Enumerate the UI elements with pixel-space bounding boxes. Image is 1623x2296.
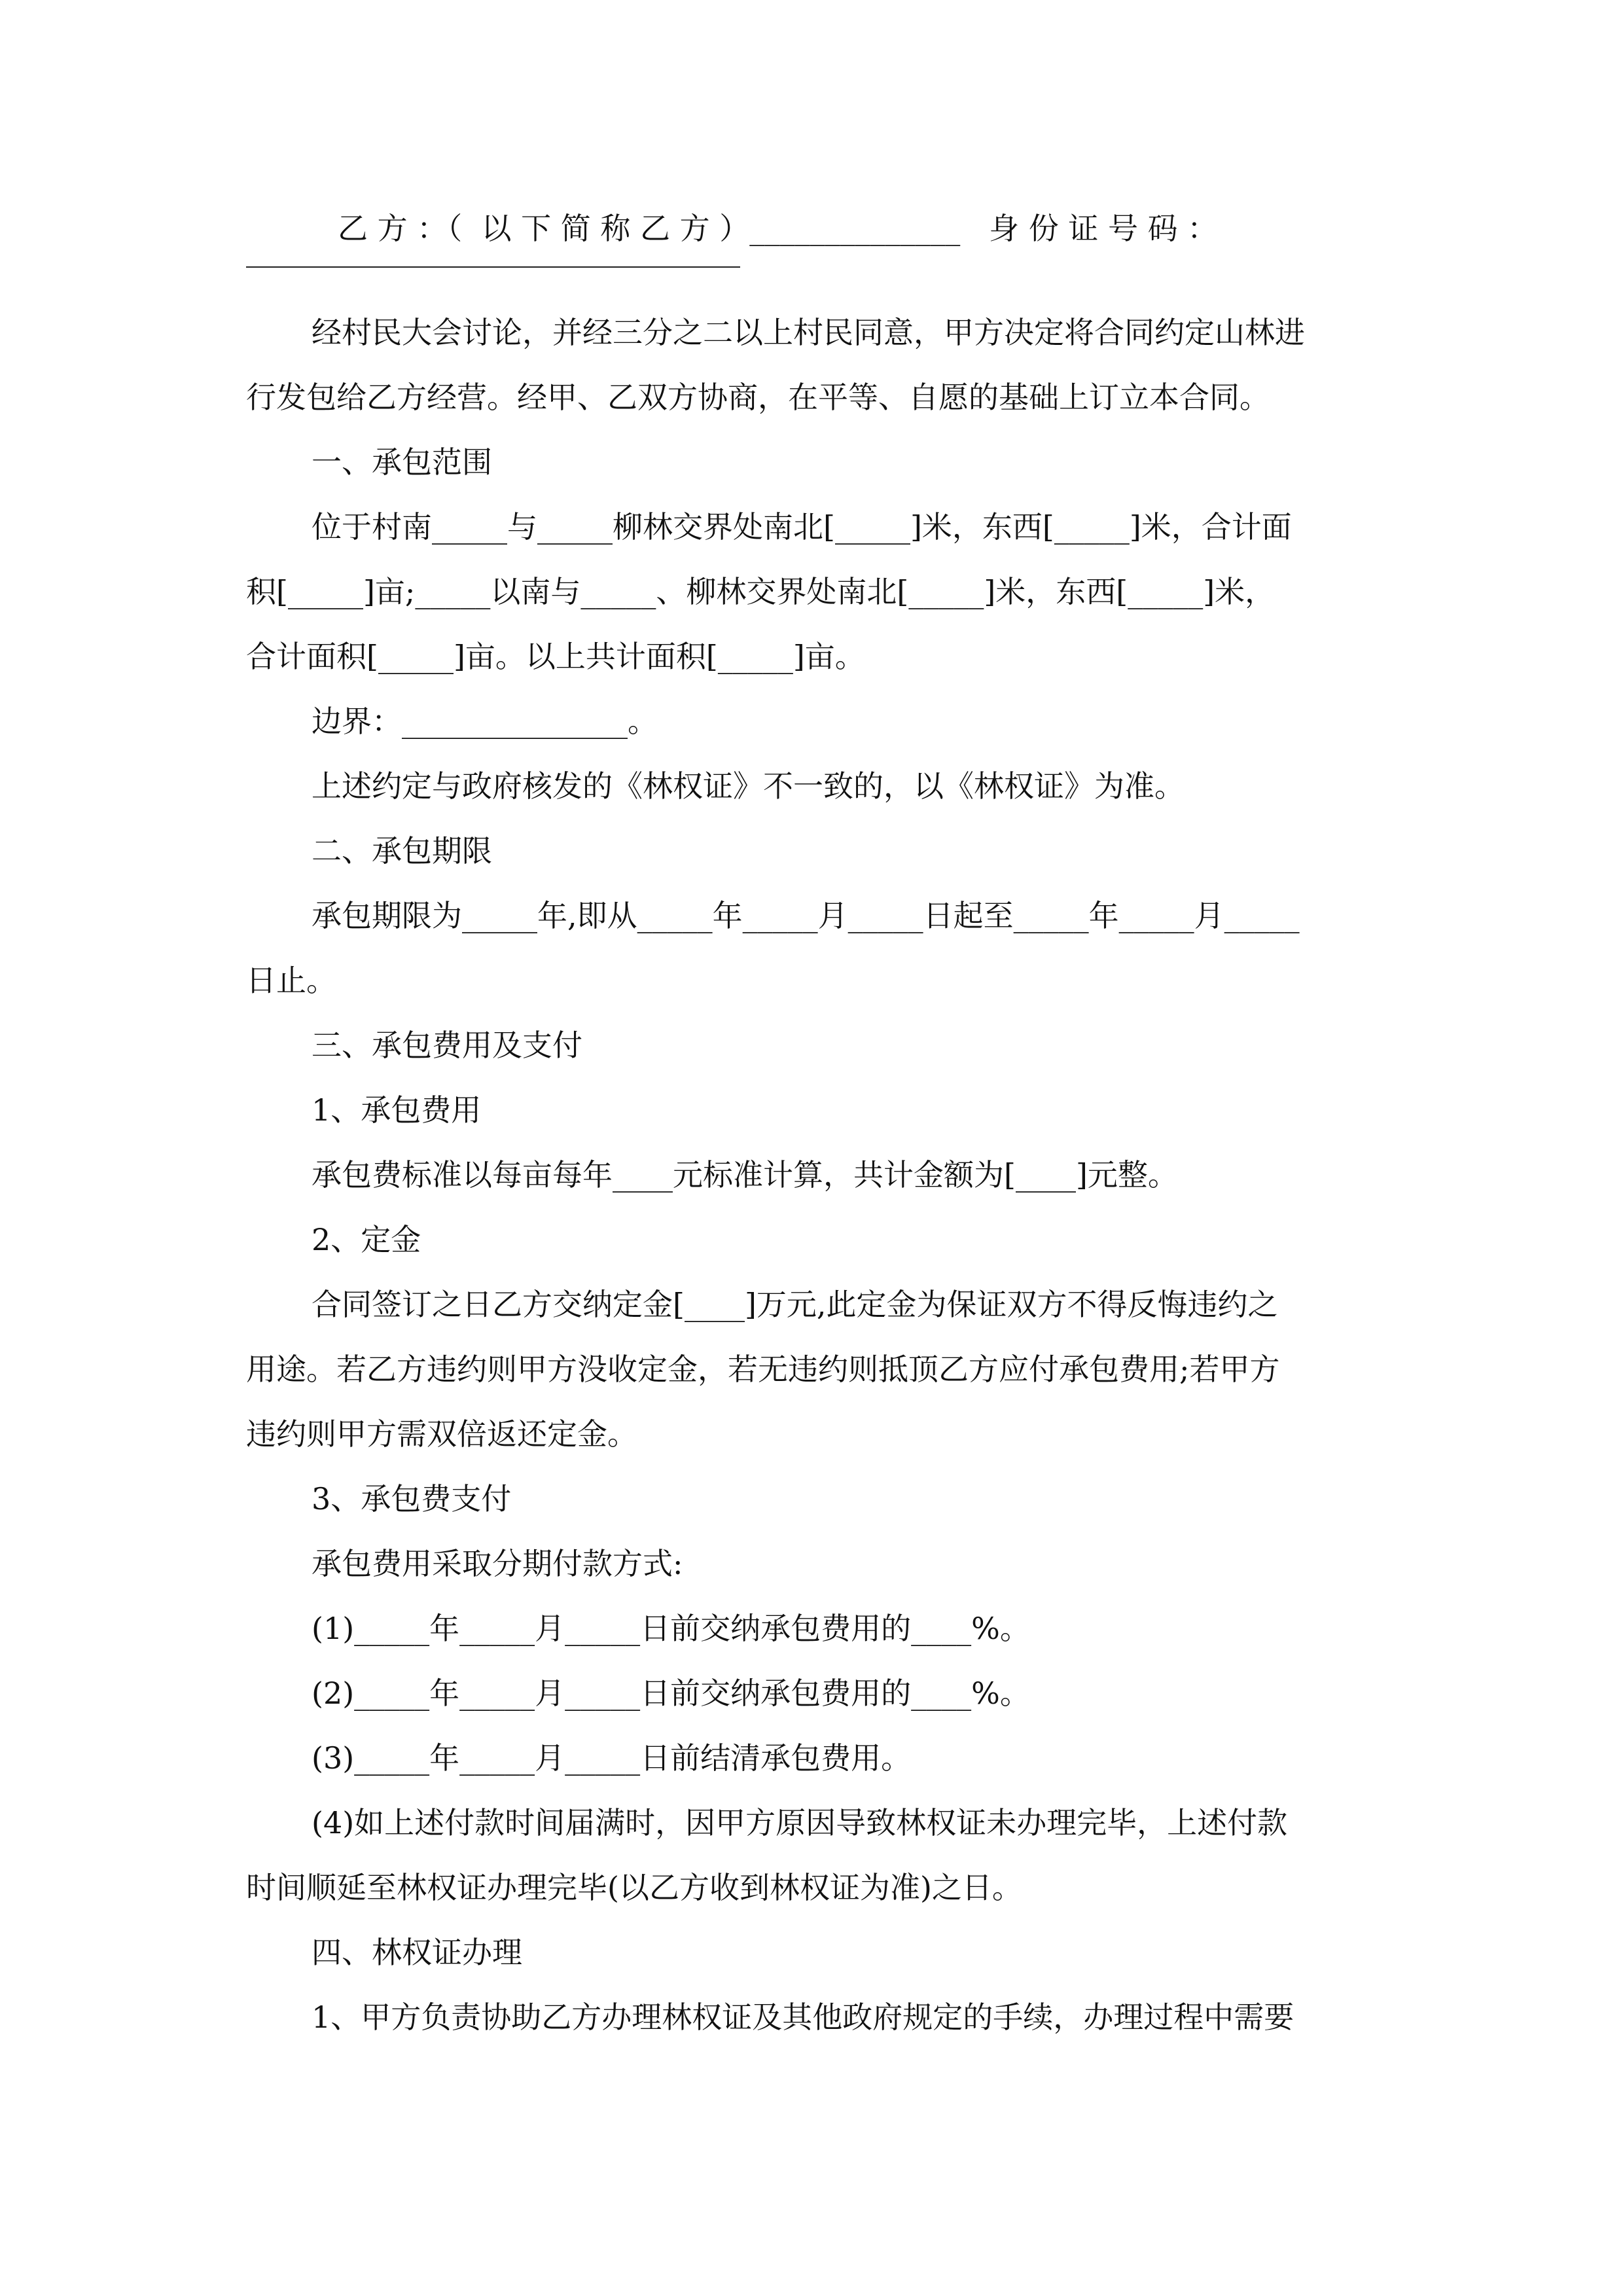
paragraph-line: 行发包给乙方经营。经甲、乙双方协商，在平等、自愿的基础上订立本合同。 xyxy=(246,380,1270,415)
list-item: (3)_____年_____月_____日前结清承包费用。 xyxy=(312,1740,912,1776)
paragraph-line: 承包费用采取分期付款方式: xyxy=(312,1546,683,1581)
contract-body xyxy=(246,300,1398,2050)
paragraph-line: 时间顺延至林权证办理完毕(以乙方收到林权证为准)之日。 xyxy=(246,1870,1022,1905)
subsection-heading: 1、承包费用 xyxy=(312,1092,482,1128)
section-heading: 一、承包范围 xyxy=(312,444,492,480)
paragraph-line: 违约则甲方需双倍返还定金。 xyxy=(246,1416,637,1452)
subsection-heading: 3、承包费支付 xyxy=(312,1481,512,1516)
paragraph-line: 承包期限为_____年,即从_____年_____月_____日起至_____年_____月_____ xyxy=(312,898,1300,933)
paragraph-line: 边界：_______________。 xyxy=(312,704,658,739)
paragraph-line: 日止。 xyxy=(246,963,336,998)
list-item: (2)_____年_____月_____日前交纳承包费用的____%。 xyxy=(312,1676,1030,1711)
paragraph-line: 合计面积[_____]亩。以上共计面积[_____]亩。 xyxy=(246,639,865,674)
paragraph-line: 位于村南_____与_____柳林交界处南北[_____]米，东西[_____]米，合计面 xyxy=(312,509,1292,545)
paragraph-line: 上述约定与政府核发的《林权证》不一致的，以《林权证》为准。 xyxy=(312,768,1185,804)
paragraph-line: 用途。若乙方违约则甲方没收定金，若无违约则抵顶乙方应付承包费用;若甲方 xyxy=(246,1352,1280,1387)
paragraph-line: 合同签订之日乙方交纳定金[____]万元,此定金为保证双方不得反悔违约之 xyxy=(312,1287,1278,1322)
paragraph-line: 积[_____]亩;_____以南与_____、柳林交界处南北[_____]米，东西[_____]米， xyxy=(246,574,1275,609)
contract-page xyxy=(246,196,1398,2050)
id-number-blank-line xyxy=(246,261,1398,300)
paragraph-line: 承包费标准以每亩每年____元标准计算，共计金额为[____]元整。 xyxy=(312,1157,1178,1193)
list-item: (4)如上述付款时间届满时，因甲方原因导致林权证未办理完毕，上述付款 xyxy=(312,1805,1288,1840)
list-item: (1)_____年_____月_____日前交纳承包费用的____%。 xyxy=(312,1611,1030,1646)
paragraph-line: 1、甲方负责协助乙方办理林权证及其他政府规定的手续，办理过程中需要 xyxy=(312,2000,1294,2035)
section-heading: 三、承包费用及支付 xyxy=(312,1028,582,1063)
section-heading: 四、林权证办理 xyxy=(312,1935,522,1970)
id-number-underline xyxy=(246,266,740,268)
subsection-heading: 2、定金 xyxy=(312,1222,421,1257)
paragraph-line: 经村民大会讨论，并经三分之二以上村民同意，甲方决定将合同约定山林进 xyxy=(312,315,1305,350)
party-b-line: 乙 方 ：（ 以 下 简 称 乙 方 ）______________ 身 份 证 号 码 ： xyxy=(338,211,1218,246)
section-heading: 二、承包期限 xyxy=(312,833,492,869)
